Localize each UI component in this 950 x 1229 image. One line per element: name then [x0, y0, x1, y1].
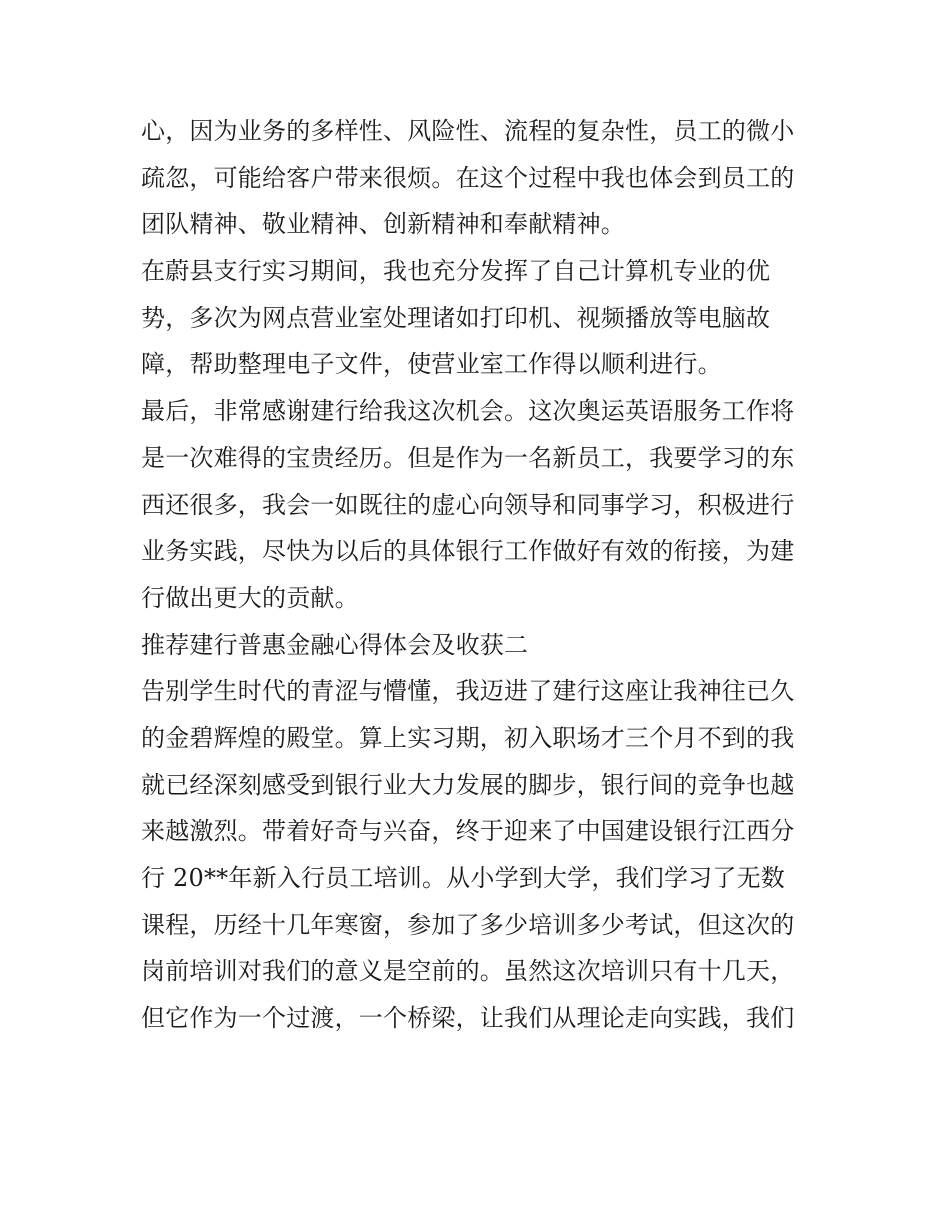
text-line: 业务实践，尽快为以后的具体银行工作做好有效的衔接，为建: [141, 537, 795, 566]
text-line: 的金碧辉煌的殿堂。算上实习期，初入职场才三个月不到的我: [141, 723, 795, 752]
text-line: 告别学生时代的青涩与懵懂，我迈进了建行这座让我神往已久: [141, 677, 795, 706]
text-line: 势，多次为网点营业室处理诸如打印机、视频播放等电脑故: [141, 303, 771, 332]
text-line: 来越激烈。带着好奇与兴奋，终于迎来了中国建设银行江西分: [141, 817, 795, 846]
text-line: 行做出更大的贡献。: [141, 583, 359, 612]
text-line: 课程，历经十几年寒窗，参加了多少培训多少考试，但这次的: [141, 910, 795, 939]
text-line: 西还很多，我会一如既往的虚心向领导和同事学习，积极进行: [141, 490, 795, 519]
text-line: 就已经深刻感受到银行业大力发展的脚步，银行间的竞争也越: [141, 770, 795, 799]
text-line: 团队精神、敬业精神、创新精神和奉献精神。: [141, 210, 625, 239]
text-line: 心，因为业务的多样性、风险性、流程的复杂性，员工的微小: [141, 117, 795, 145]
text-line: 但它作为一个过渡，一个桥梁，让我们从理论走向实践，我们: [141, 1004, 795, 1033]
text-line: 最后，非常感谢建行给我这次机会。这次奥运英语服务工作将: [141, 397, 795, 426]
text-line: 障，帮助整理电子文件，使营业室工作得以顺利进行。: [141, 350, 722, 379]
document-body: [141, 108, 821, 1042]
text-line: 行 20**年新入行员工培训。从小学到大学，我们学习了无数: [141, 864, 785, 892]
text-line: 岗前培训对我们的意义是空前的。虽然这次培训只有十几天，: [141, 957, 795, 986]
text-line: 在蔚县支行实习期间，我也充分发挥了自己计算机专业的优: [141, 257, 771, 286]
text-line: 是一次难得的宝贵经历。但是作为一名新员工，我要学习的东: [141, 443, 795, 472]
text-line: 疏忽，可能给客户带来很烦。在这个过程中我也体会到员工的: [141, 163, 795, 192]
section-heading: 推荐建行普惠金融心得体会及收获二: [141, 630, 529, 659]
